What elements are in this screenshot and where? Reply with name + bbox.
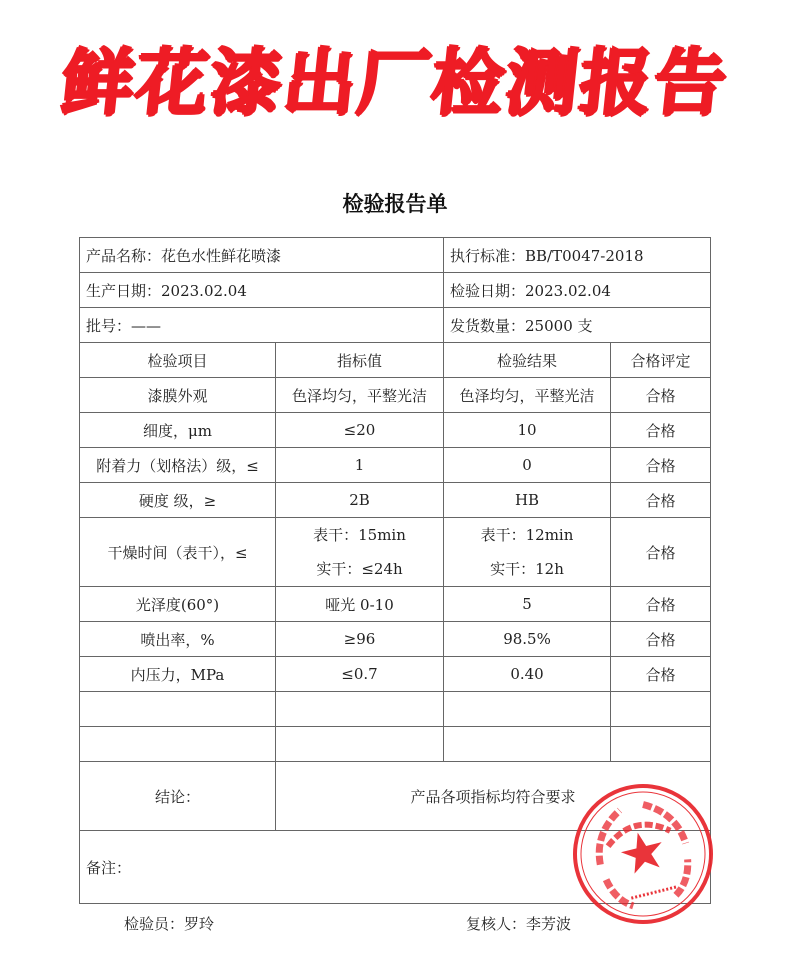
empty-cell: [444, 692, 611, 727]
table-row: [80, 657, 711, 692]
info-row: [80, 238, 711, 273]
header-item: 检验项目: [80, 343, 276, 378]
empty-cell: [276, 692, 444, 727]
reviewer: 复核人：李芳波: [466, 915, 572, 933]
spec-hard-dry: 实干：≤24h: [316, 560, 403, 578]
info-row: [80, 308, 711, 343]
row-spec: 色泽均匀，平整光洁: [276, 378, 444, 413]
row-result: 10: [444, 413, 611, 448]
row-verdict: 合格: [611, 483, 711, 518]
row-verdict: 合格: [611, 587, 711, 622]
row-item: 内压力，MPa: [80, 657, 276, 692]
empty-cell: [276, 727, 444, 762]
empty-cell: [611, 727, 711, 762]
row-item: 硬度 级，≥: [80, 483, 276, 518]
row-spec: 2B: [276, 483, 444, 518]
row-spec: 哑光 0-10: [276, 587, 444, 622]
row-result: 色泽均匀，平整光洁: [444, 378, 611, 413]
row-spec: ≤20: [276, 413, 444, 448]
table-row-drying: [80, 518, 711, 587]
row-spec: [276, 518, 444, 587]
spec-surface-dry: 表干：15min: [313, 526, 406, 544]
row-result: [444, 518, 611, 587]
row-verdict: 合格: [611, 622, 711, 657]
report-title: 检验报告单: [342, 192, 448, 216]
table-row: [80, 413, 711, 448]
row-result: 5: [444, 587, 611, 622]
banner-title: 鲜花漆出厂检测报告: [57, 41, 733, 125]
empty-row: [80, 727, 711, 762]
header-result: 检验结果: [444, 343, 611, 378]
row-spec: 1: [276, 448, 444, 483]
row-item: 干燥时间（表干），≤: [80, 518, 276, 587]
empty-row: [80, 692, 711, 727]
row-item: 光泽度(60°): [80, 587, 276, 622]
row-spec: ≤0.7: [276, 657, 444, 692]
product-name: 产品名称：花色水性鲜花喷漆: [80, 238, 444, 273]
inspector: 检验员：罗玲: [124, 915, 215, 933]
row-verdict: 合格: [611, 448, 711, 483]
empty-cell: [444, 727, 611, 762]
row-item: 喷出率，%: [80, 622, 276, 657]
batch-no: 批号：——: [80, 308, 444, 343]
shipment-qty: 发货数量：25000 支: [444, 308, 711, 343]
header-verdict: 合格评定: [611, 343, 711, 378]
table-row: [80, 483, 711, 518]
row-item: 细度，μm: [80, 413, 276, 448]
row-result: 98.5%: [444, 622, 611, 657]
conclusion-text: 产品各项指标均符合要求: [276, 762, 711, 831]
table-row: [80, 378, 711, 413]
inspection-date: 检验日期：2023.02.04: [444, 273, 711, 308]
row-verdict: 合格: [611, 657, 711, 692]
info-row: [80, 273, 711, 308]
conclusion-label: 结论：: [80, 762, 276, 831]
row-verdict: 合格: [611, 518, 711, 587]
row-spec: ≥96: [276, 622, 444, 657]
result-hard-dry: 实干：12h: [490, 560, 564, 578]
production-date: 生产日期：2023.02.04: [80, 273, 444, 308]
row-item: 附着力（划格法）级，≤: [80, 448, 276, 483]
row-result: HB: [444, 483, 611, 518]
header-row: [80, 343, 711, 378]
empty-cell: [80, 727, 276, 762]
row-result: 0.40: [444, 657, 611, 692]
row-verdict: 合格: [611, 413, 711, 448]
row-verdict: 合格: [611, 378, 711, 413]
empty-cell: [611, 692, 711, 727]
empty-cell: [80, 692, 276, 727]
row-result: 0: [444, 448, 611, 483]
standard: 执行标准：BB/T0047-2018: [444, 238, 711, 273]
table-row: [80, 587, 711, 622]
table-row: [80, 448, 711, 483]
result-surface-dry: 表干：12min: [480, 526, 574, 544]
row-item: 漆膜外观: [80, 378, 276, 413]
table-row: [80, 622, 711, 657]
header-spec: 指标值: [276, 343, 444, 378]
remarks-label: 备注：: [80, 831, 711, 904]
